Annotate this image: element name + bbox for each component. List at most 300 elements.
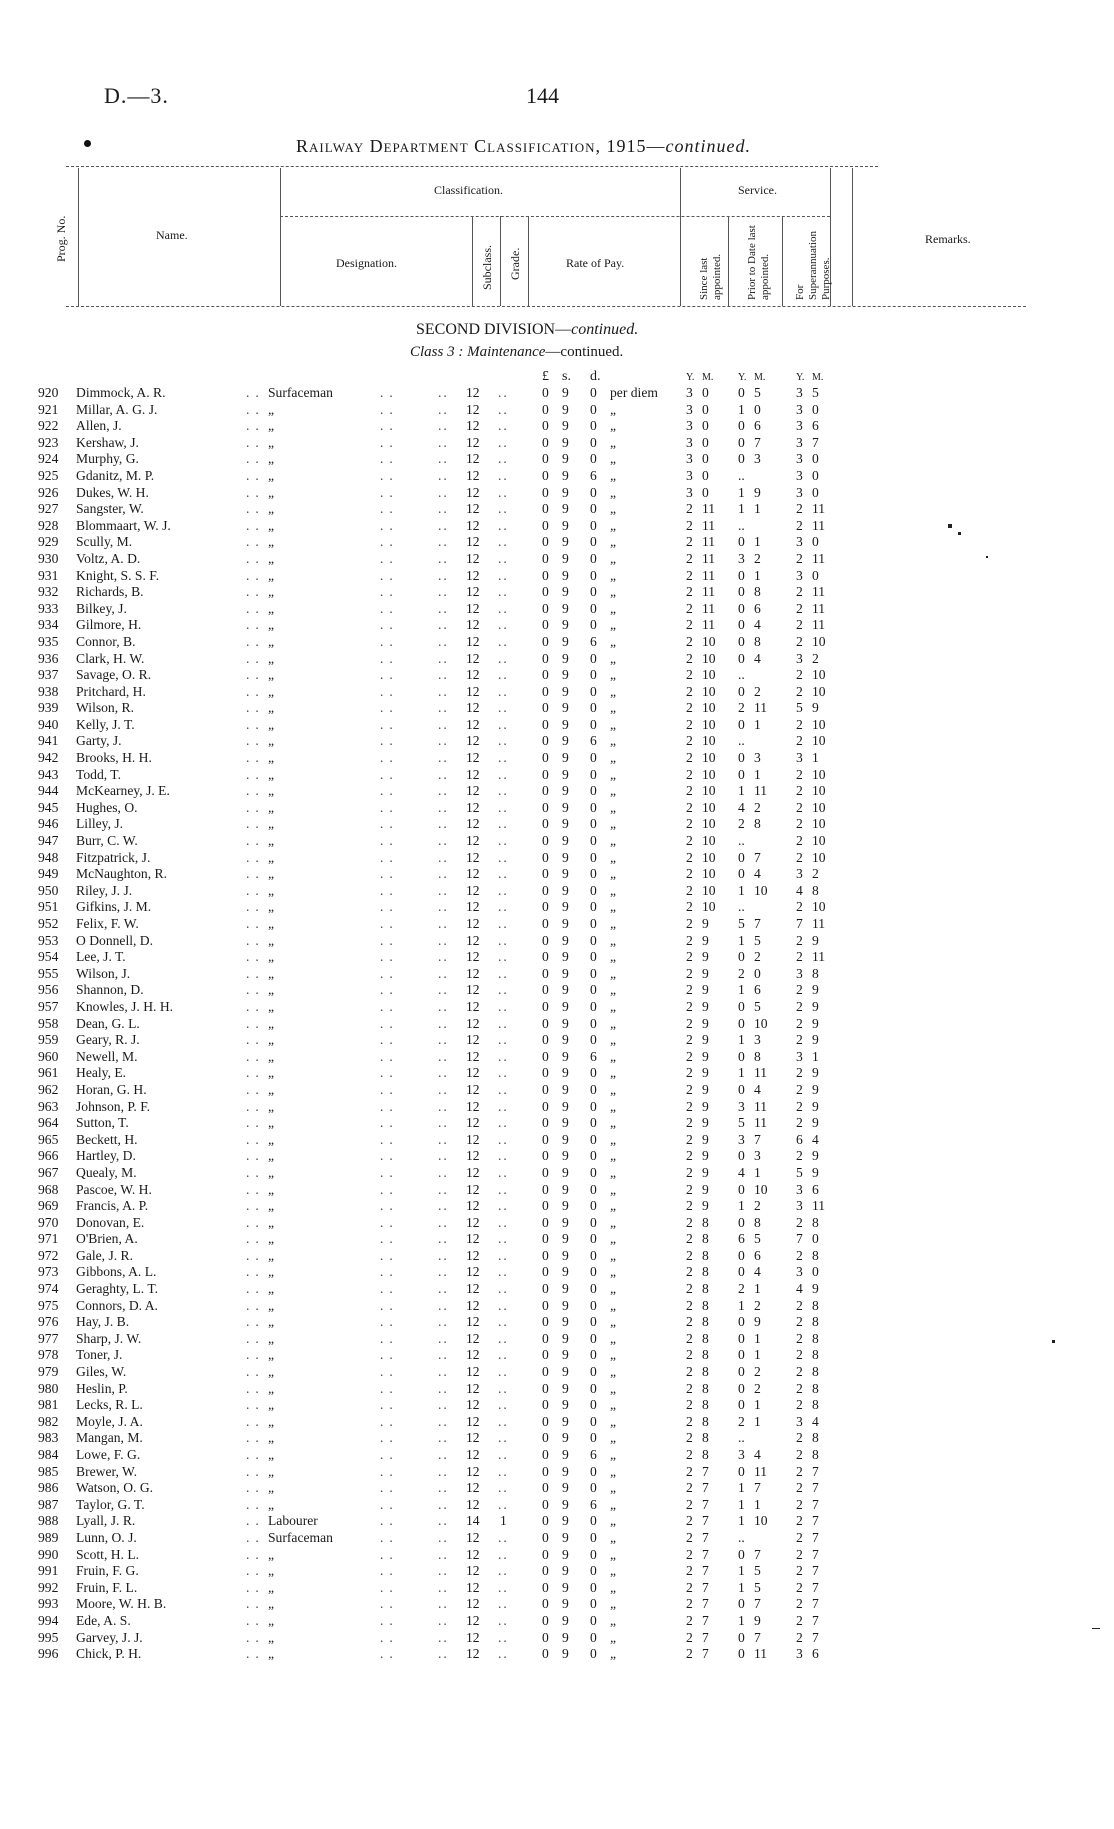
header-grade: Grade. [508, 247, 522, 280]
leader-dots: .. [498, 550, 509, 566]
cell-subclass: 12 [466, 1529, 480, 1545]
leader-dots: .. [498, 567, 509, 583]
cell-prog-no: 926 [38, 484, 59, 500]
leader-dots: .. [380, 385, 399, 400]
cell-subclass: 12 [466, 766, 480, 782]
cell-designation: „ [268, 1081, 275, 1097]
col-rule [782, 216, 783, 306]
cell-prior-years: .. [738, 899, 745, 915]
cell-designation: „ [268, 467, 275, 483]
document-ref: D.—3. [104, 83, 169, 108]
leader-dots: .. [498, 1364, 509, 1380]
leader-dots: .. [498, 683, 509, 699]
leader-dots: .. [246, 1546, 265, 1562]
header-designation: Designation. [336, 256, 397, 270]
cell-super-years: 2 [796, 1463, 803, 1479]
cell-designation: „ [268, 916, 275, 931]
cell-pay-period: „ [610, 1413, 617, 1429]
leader-dots: .. [380, 1281, 399, 1297]
cell-since-months: 7 [702, 1612, 709, 1628]
cell-super-years: 2 [796, 1081, 803, 1097]
cell-super-years: 2 [796, 600, 803, 616]
cell-prior-years: .. [738, 833, 745, 849]
cell-since-years: 3 [686, 451, 693, 467]
cell-pay-period: „ [610, 501, 617, 517]
leader-dots: .. [438, 766, 449, 782]
cell-since-months: 10 [702, 633, 716, 649]
cell-pay-pence: 0 [590, 501, 597, 517]
cell-pay-pounds: 0 [542, 899, 549, 915]
cell-since-months: 0 [702, 434, 709, 450]
leader-dots: .. [438, 783, 449, 799]
cell-since-months: 11 [702, 617, 716, 633]
cell-prog-no: 993 [38, 1596, 59, 1612]
leader-dots: .. [438, 1015, 449, 1031]
cell-prior-months: 6 [754, 982, 761, 998]
cell-pay-pounds: 0 [542, 667, 549, 683]
cell-super-years: 2 [796, 1297, 803, 1313]
cell-super-months: 10 [812, 766, 826, 782]
cell-name: Sutton, T. [76, 1115, 129, 1131]
leader-dots: .. [438, 1081, 449, 1097]
cell-since-years: 2 [686, 882, 693, 898]
cell-subclass: 12 [466, 1612, 480, 1628]
leader-dots: .. [438, 1579, 449, 1595]
cell-since-months: 10 [702, 700, 716, 716]
table-row [0, 1630, 1114, 1647]
leader-dots: .. [380, 1297, 399, 1313]
leader-dots: .. [380, 1264, 399, 1280]
leader-dots: .. [498, 1247, 509, 1263]
leader-dots: .. [246, 949, 265, 965]
table-row [0, 1248, 1114, 1265]
cell-prior-years: 0 [738, 1347, 745, 1363]
unit-pence: d. [590, 369, 601, 384]
leader-dots: .. [498, 1264, 509, 1280]
cell-pay-pence: 0 [590, 1413, 597, 1429]
cell-subclass: 12 [466, 833, 480, 849]
cell-pay-pounds: 0 [542, 1081, 549, 1097]
cell-pay-pence: 0 [590, 1297, 597, 1313]
leader-dots: .. [498, 650, 509, 666]
cell-pay-pence: 6 [590, 733, 597, 749]
cell-designation: „ [268, 617, 275, 633]
leader-dots: .. [380, 667, 399, 683]
cell-designation: „ [268, 783, 275, 799]
cell-since-months: 8 [702, 1380, 709, 1396]
cell-since-years: 2 [686, 633, 693, 649]
cell-designation: „ [268, 633, 275, 649]
cell-prog-no: 975 [38, 1297, 59, 1313]
cell-prior-years: 1 [738, 501, 745, 517]
table-row [0, 1099, 1114, 1116]
cell-pay-pence: 0 [590, 1330, 597, 1346]
cell-since-years: 2 [686, 783, 693, 799]
cell-super-years: 2 [796, 1563, 803, 1579]
cell-prog-no: 933 [38, 600, 59, 616]
cell-pay-period: „ [610, 899, 617, 915]
leader-dots: .. [438, 617, 449, 633]
cell-name: Murphy, G. [76, 451, 139, 467]
leader-dots: .. [246, 866, 265, 882]
cell-super-years: 2 [796, 766, 803, 782]
cell-since-years: 2 [686, 716, 693, 732]
cell-subclass: 12 [466, 1164, 480, 1180]
cell-prog-no: 948 [38, 849, 59, 865]
leader-dots: .. [438, 949, 449, 965]
cell-prior-months: 2 [754, 550, 761, 566]
cell-designation: „ [268, 1447, 275, 1462]
cell-name: Gdanitz, M. P. [76, 467, 155, 483]
cell-prog-no: 984 [38, 1447, 59, 1462]
cell-pay-shillings: 9 [562, 1048, 569, 1064]
cell-designation: „ [268, 700, 275, 716]
table-row [0, 1347, 1114, 1364]
cell-pay-pence: 0 [590, 401, 597, 417]
cell-prior-years: 3 [738, 1447, 745, 1462]
cell-subclass: 12 [466, 1447, 480, 1462]
leader-dots: .. [498, 849, 509, 865]
cell-since-months: 10 [702, 783, 716, 799]
leader-dots: .. [380, 467, 399, 483]
cell-super-months: 11 [812, 1198, 826, 1214]
leader-dots: .. [438, 733, 449, 749]
cell-pay-shillings: 9 [562, 467, 569, 483]
cell-since-years: 2 [686, 1148, 693, 1164]
cell-super-months: 5 [812, 385, 819, 400]
cell-pay-pence: 0 [590, 882, 597, 898]
cell-pay-period: „ [610, 1314, 617, 1330]
cell-prior-months: 4 [754, 1081, 761, 1097]
cell-pay-shillings: 9 [562, 1181, 569, 1197]
cell-pay-pence: 0 [590, 1629, 597, 1645]
table-row [0, 501, 1114, 518]
leader-dots: .. [246, 1612, 265, 1628]
cell-since-months: 8 [702, 1264, 709, 1280]
leader-dots: .. [438, 1181, 449, 1197]
leader-dots: .. [438, 1496, 449, 1512]
cell-name: Pascoe, W. H. [76, 1181, 152, 1197]
cell-name: Healy, E. [76, 1065, 127, 1081]
cell-designation: „ [268, 1181, 275, 1197]
cell-pay-pounds: 0 [542, 584, 549, 600]
table-row [0, 1132, 1114, 1149]
leader-dots: .. [498, 451, 509, 467]
table-row [0, 750, 1114, 767]
cell-pay-pounds: 0 [542, 1646, 549, 1662]
cell-prior-months: 7 [754, 1629, 761, 1645]
table-row [0, 850, 1114, 867]
cell-subclass: 12 [466, 1297, 480, 1313]
cell-pay-shillings: 9 [562, 1081, 569, 1097]
table-row [0, 733, 1114, 750]
cell-prog-no: 930 [38, 550, 59, 566]
leader-dots: .. [498, 833, 509, 849]
leader-dots: .. [438, 517, 449, 533]
table-row [0, 916, 1114, 933]
leader-dots: .. [380, 1048, 399, 1064]
cell-prior-months: 8 [754, 816, 761, 832]
leader-dots: .. [246, 683, 265, 699]
cell-prior-years: 0 [738, 1148, 745, 1164]
cell-pay-pence: 0 [590, 1098, 597, 1114]
leader-dots: .. [380, 965, 399, 981]
table-row [0, 451, 1114, 468]
cell-prior-years: 2 [738, 816, 745, 832]
leader-dots: .. [438, 1297, 449, 1313]
cell-pay-shillings: 9 [562, 501, 569, 517]
cell-super-years: 4 [796, 882, 803, 898]
table-row [0, 1331, 1114, 1348]
table-row [0, 1165, 1114, 1182]
cell-pay-pence: 0 [590, 1546, 597, 1562]
cell-pay-pounds: 0 [542, 965, 549, 981]
leader-dots: .. [438, 1330, 449, 1346]
leader-dots: .. [438, 667, 449, 683]
cell-super-years: 2 [796, 584, 803, 600]
cell-name: Toner, J. [76, 1347, 123, 1363]
cell-subclass: 12 [466, 683, 480, 699]
cell-name: Giles, W. [76, 1364, 127, 1380]
cell-pay-pounds: 0 [542, 1231, 549, 1247]
table-row [0, 518, 1114, 535]
cell-since-months: 8 [702, 1314, 709, 1330]
cell-pay-pounds: 0 [542, 1181, 549, 1197]
cell-name: Kelly, J. T. [76, 716, 135, 732]
cell-designation: „ [268, 1413, 275, 1429]
cell-super-years: 2 [796, 683, 803, 699]
cell-since-months: 7 [702, 1579, 709, 1595]
cell-since-years: 2 [686, 1131, 693, 1147]
leader-dots: .. [246, 783, 265, 799]
cell-pay-pence: 0 [590, 1563, 597, 1579]
cell-pay-pounds: 0 [542, 1330, 549, 1346]
leader-dots: .. [498, 982, 509, 998]
cell-since-months: 7 [702, 1463, 709, 1479]
cell-super-months: 11 [812, 949, 826, 965]
cell-prior-years: 0 [738, 1015, 745, 1031]
cell-subclass: 12 [466, 484, 480, 500]
cell-since-months: 9 [702, 998, 709, 1014]
leader-dots: .. [498, 1496, 509, 1512]
cell-prior-years: 2 [738, 1413, 745, 1429]
page-title [296, 136, 751, 157]
cell-prior-years: .. [738, 733, 745, 749]
leader-dots: .. [380, 1164, 399, 1180]
cell-pay-period: „ [610, 1563, 617, 1579]
cell-prog-no: 972 [38, 1247, 59, 1263]
table-row [0, 1381, 1114, 1398]
cell-name: Gifkins, J. M. [76, 899, 152, 915]
leader-dots: .. [380, 534, 399, 550]
cell-since-years: 2 [686, 667, 693, 683]
cell-since-months: 10 [702, 799, 716, 815]
leader-dots: .. [246, 1463, 265, 1479]
cell-super-years: 2 [796, 833, 803, 849]
cell-pay-shillings: 9 [562, 1447, 569, 1462]
cell-designation: „ [268, 833, 275, 849]
cell-subclass: 12 [466, 1098, 480, 1114]
cell-super-months: 9 [812, 1281, 819, 1297]
cell-designation: „ [268, 1347, 275, 1363]
cell-pay-period: „ [610, 1131, 617, 1147]
cell-super-months: 10 [812, 899, 826, 915]
cell-name: Dean, G. L. [76, 1015, 140, 1031]
leader-dots: .. [380, 567, 399, 583]
cell-pay-pounds: 0 [542, 1281, 549, 1297]
header-super: For Superannuation Purposes. [794, 230, 832, 300]
cell-pay-pounds: 0 [542, 816, 549, 832]
cell-pay-pence: 0 [590, 816, 597, 832]
cell-super-years: 2 [796, 1380, 803, 1396]
cell-pay-shillings: 9 [562, 1032, 569, 1048]
cell-pay-period: „ [610, 1032, 617, 1048]
leader-dots: .. [380, 1529, 399, 1545]
cell-prior-years: 0 [738, 750, 745, 766]
cell-prog-no: 953 [38, 932, 59, 948]
cell-prog-no: 951 [38, 899, 59, 915]
cell-prior-years: 1 [738, 783, 745, 799]
leader-dots: .. [380, 1646, 399, 1662]
cell-designation: „ [268, 1164, 275, 1180]
cell-pay-pounds: 0 [542, 467, 549, 483]
cell-pay-pence: 0 [590, 385, 597, 400]
cell-pay-period: „ [610, 916, 617, 931]
cell-since-months: 8 [702, 1413, 709, 1429]
cell-prog-no: 991 [38, 1563, 59, 1579]
cell-since-months: 0 [702, 451, 709, 467]
cell-super-months: 9 [812, 1065, 819, 1081]
cell-prog-no: 938 [38, 683, 59, 699]
cell-since-years: 2 [686, 1181, 693, 1197]
cell-pay-pence: 0 [590, 1264, 597, 1280]
cell-subclass: 12 [466, 534, 480, 550]
leader-dots: .. [246, 385, 265, 400]
cell-prior-years: 4 [738, 1164, 745, 1180]
cell-pay-pence: 0 [590, 434, 597, 450]
cell-super-years: 6 [796, 1131, 803, 1147]
cell-designation: „ [268, 750, 275, 766]
leader-dots: .. [380, 1397, 399, 1413]
cell-pay-period: „ [610, 567, 617, 583]
cell-since-years: 2 [686, 700, 693, 716]
cell-super-years: 3 [796, 1413, 803, 1429]
cell-name: Knight, S. S. F. [76, 567, 160, 583]
cell-designation: „ [268, 418, 275, 434]
cell-pay-pence: 0 [590, 1513, 597, 1529]
cell-designation: „ [268, 683, 275, 699]
cell-designation: „ [268, 1015, 275, 1031]
cell-subclass: 12 [466, 667, 480, 683]
cell-pay-period: „ [610, 451, 617, 467]
cell-pay-period: „ [610, 667, 617, 683]
leader-dots: .. [380, 733, 399, 749]
cell-pay-period: „ [610, 1198, 617, 1214]
leader-dots: .. [246, 650, 265, 666]
leader-dots: .. [438, 1380, 449, 1396]
col-rule [528, 216, 529, 306]
leader-dots: .. [246, 899, 265, 915]
cell-prior-years: 0 [738, 1048, 745, 1064]
cell-super-months: 11 [812, 617, 826, 633]
cell-pay-shillings: 9 [562, 982, 569, 998]
cell-prior-years: 0 [738, 584, 745, 600]
cell-pay-shillings: 9 [562, 401, 569, 417]
leader-dots: .. [498, 766, 509, 782]
cell-pay-pounds: 0 [542, 882, 549, 898]
cell-since-years: 2 [686, 1563, 693, 1579]
cell-prior-months: 11 [754, 783, 768, 799]
cell-prior-years: 3 [738, 1131, 745, 1147]
table-row [0, 1231, 1114, 1248]
cell-subclass: 12 [466, 1546, 480, 1562]
leader-dots: .. [438, 1048, 449, 1064]
cell-prior-months: 4 [754, 866, 761, 882]
cell-pay-shillings: 9 [562, 1646, 569, 1662]
cell-super-months: 11 [812, 584, 826, 600]
cell-designation: „ [268, 899, 275, 915]
cell-pay-shillings: 9 [562, 733, 569, 749]
table-row [0, 1447, 1114, 1464]
cell-super-years: 3 [796, 467, 803, 483]
cell-subclass: 12 [466, 584, 480, 600]
cell-name: Quealy, M. [76, 1164, 137, 1180]
cell-prior-years: 0 [738, 683, 745, 699]
table-row [0, 1065, 1114, 1082]
cell-prior-months: 3 [754, 1032, 761, 1048]
cell-prior-years: 1 [738, 1612, 745, 1628]
cell-super-months: 9 [812, 700, 819, 716]
cell-prog-no: 943 [38, 766, 59, 782]
cell-pay-shillings: 9 [562, 484, 569, 500]
cell-name: Connors, D. A. [76, 1297, 158, 1313]
cell-since-years: 2 [686, 899, 693, 915]
cell-name: Todd, T. [76, 766, 121, 782]
cell-super-months: 7 [812, 1480, 819, 1496]
leader-dots: .. [498, 799, 509, 815]
cell-prior-months: 1 [754, 1347, 761, 1363]
cell-pay-pence: 0 [590, 1281, 597, 1297]
leader-dots: .. [380, 1347, 399, 1363]
cell-super-years: 4 [796, 1281, 803, 1297]
unit-months: M. [702, 372, 714, 383]
cell-subclass: 12 [466, 965, 480, 981]
col-rule [280, 168, 281, 306]
cell-pay-period: „ [610, 1546, 617, 1562]
cell-pay-pence: 0 [590, 550, 597, 566]
cell-pay-pence: 0 [590, 1214, 597, 1230]
cell-subclass: 12 [466, 783, 480, 799]
cell-designation: Surfaceman [268, 1529, 333, 1545]
cell-pay-period: „ [610, 1081, 617, 1097]
cell-since-years: 2 [686, 1231, 693, 1247]
cell-subclass: 12 [466, 932, 480, 948]
leader-dots: .. [246, 1529, 265, 1545]
cell-since-months: 7 [702, 1629, 709, 1645]
cell-super-months: 0 [812, 401, 819, 417]
cell-pay-pounds: 0 [542, 733, 549, 749]
cell-prog-no: 967 [38, 1164, 59, 1180]
cell-super-years: 2 [796, 617, 803, 633]
cell-pay-pence: 0 [590, 1480, 597, 1496]
leader-dots: .. [438, 700, 449, 716]
cell-pay-pounds: 0 [542, 1032, 549, 1048]
leader-dots: .. [438, 418, 449, 434]
cell-name: Mangan, M. [76, 1430, 143, 1446]
cell-super-months: 8 [812, 1380, 819, 1396]
cell-pay-pounds: 0 [542, 866, 549, 882]
cell-prior-years: 0 [738, 1330, 745, 1346]
